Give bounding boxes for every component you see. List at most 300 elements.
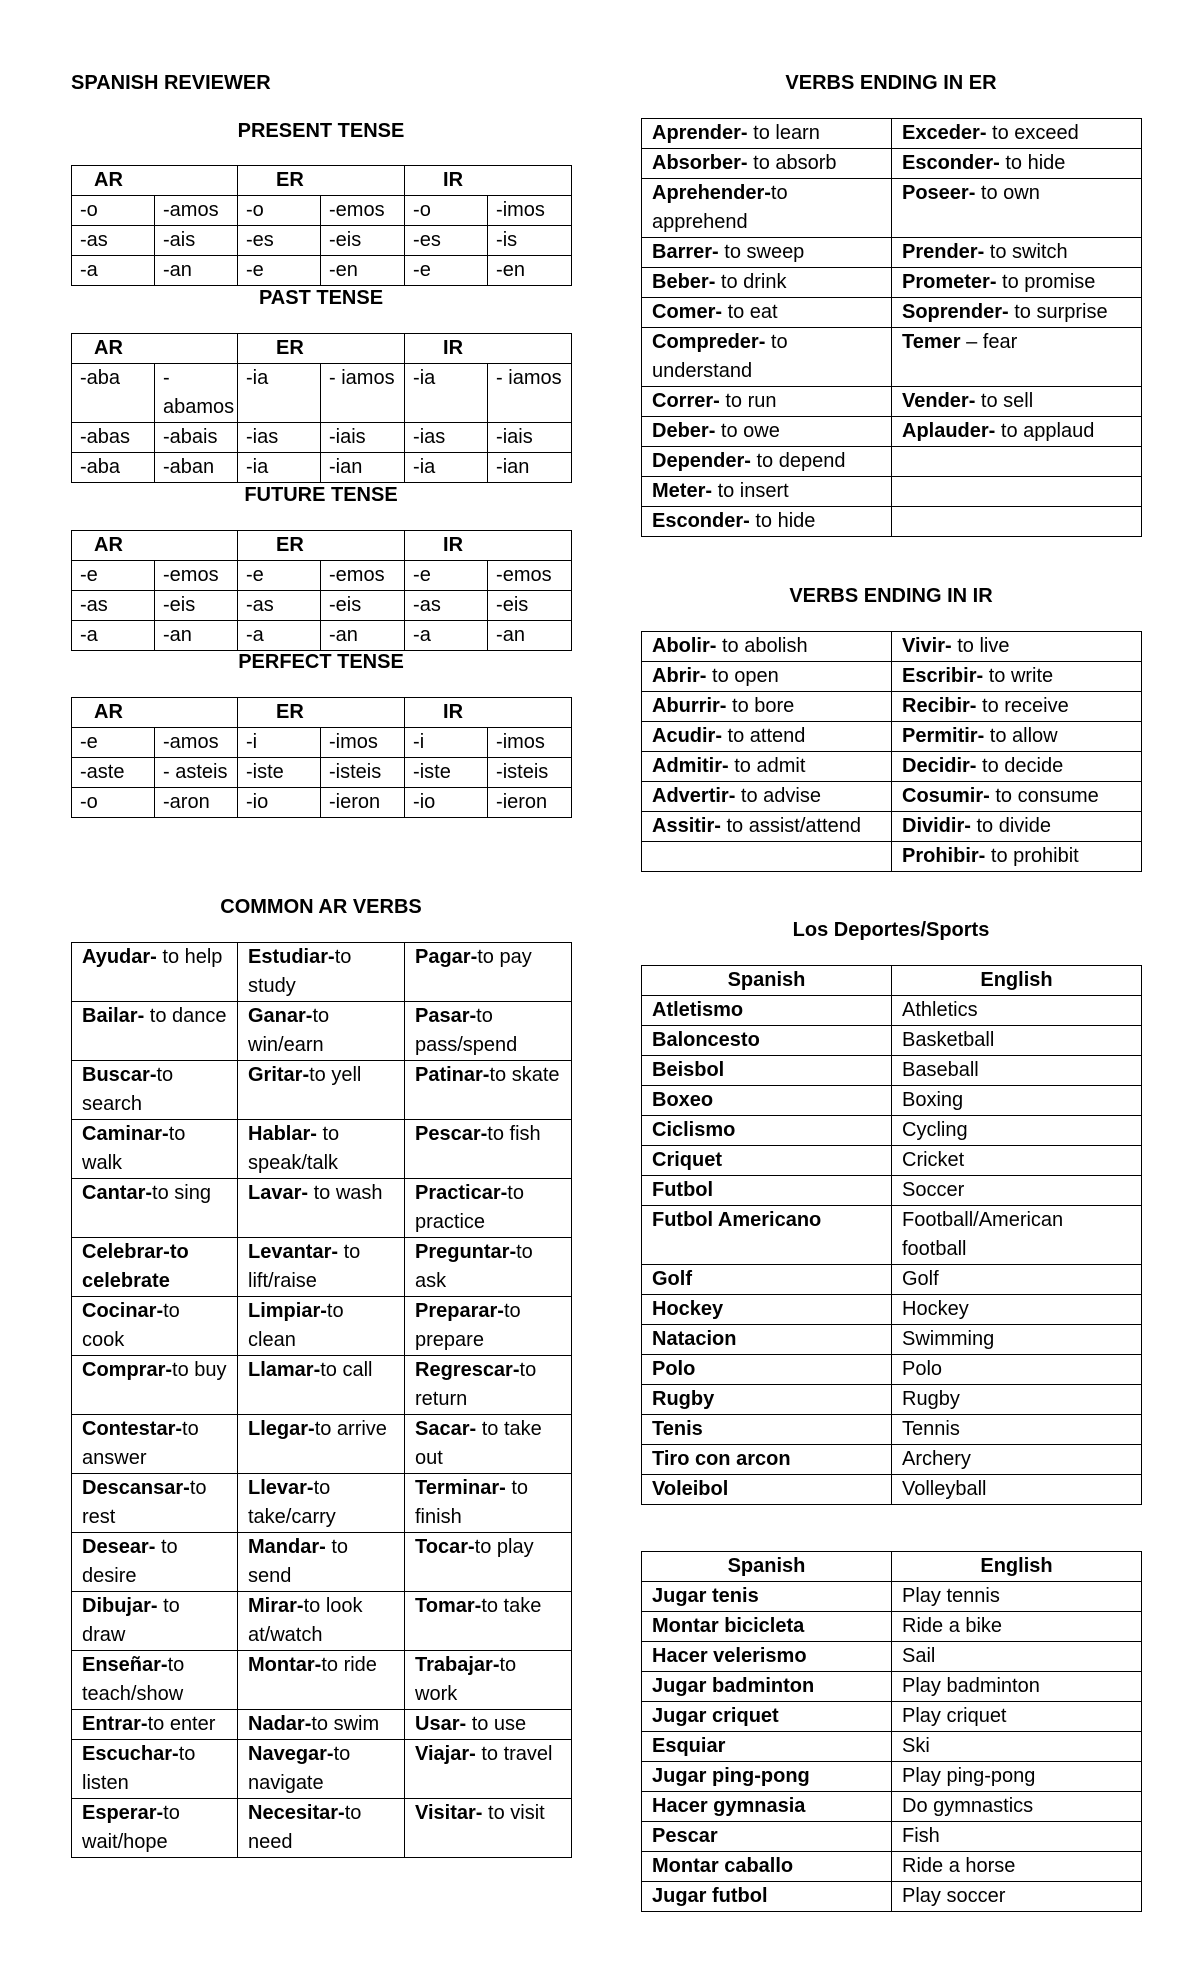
sports-row xyxy=(642,1475,1142,1505)
verb-meaning: to run xyxy=(719,390,777,412)
verb-cell xyxy=(405,1799,572,1858)
spanish-term-text: Tiro con arcon xyxy=(652,1448,791,1470)
verb-meaning: to travel xyxy=(475,1743,553,1765)
verb-row xyxy=(642,692,1142,722)
english-term: Tennis xyxy=(892,1415,1142,1445)
verb-row xyxy=(642,447,1142,477)
english-term: Soccer xyxy=(892,1176,1142,1206)
verb-word: Sacar- xyxy=(415,1418,477,1440)
verb-cell xyxy=(72,1799,238,1858)
verb-cell xyxy=(238,1533,405,1592)
sports-header-row xyxy=(642,1552,1142,1582)
tense-row xyxy=(72,423,572,453)
verb-meaning: to divide xyxy=(970,815,1051,837)
verb-word: Aprehender- xyxy=(652,182,771,204)
verb-cell xyxy=(892,119,1142,149)
verb-meaning: to understand xyxy=(652,331,788,382)
tense-ending-cell: -an xyxy=(155,256,238,286)
verb-word: Prender- xyxy=(902,241,985,263)
sports-row xyxy=(642,1672,1142,1702)
tense-ending-cell: -a xyxy=(238,621,321,651)
verb-word: Lavar- xyxy=(248,1182,309,1204)
verb-cell xyxy=(892,238,1142,268)
english-term: Ski xyxy=(892,1732,1142,1762)
tense-header-cell: IR xyxy=(405,531,572,561)
tense-ending-cell: -amos xyxy=(155,728,238,758)
verb-cell xyxy=(238,1356,405,1415)
spanish-term xyxy=(642,1852,892,1882)
spanish-term-text: Rugby xyxy=(652,1388,715,1410)
verb-row xyxy=(72,943,572,1002)
verb-cell xyxy=(642,417,892,447)
tense-ending-cell: -ias xyxy=(405,423,488,453)
verb-meaning: to applaud xyxy=(995,420,1095,442)
verb-cell xyxy=(405,1740,572,1799)
tense-row xyxy=(72,226,572,256)
ir-verbs-heading: VERBS ENDING IN IR xyxy=(789,585,993,607)
spanish-term-text: Montar bicicleta xyxy=(652,1615,805,1637)
tense-ending-cell: -ias xyxy=(238,423,321,453)
verb-meaning: to sing xyxy=(152,1182,211,1204)
verb-cell xyxy=(642,387,892,417)
verb-cell xyxy=(72,1710,238,1740)
sports-row xyxy=(642,1582,1142,1612)
tense-ending-cell: -a xyxy=(72,621,155,651)
verb-word: Ganar- xyxy=(248,1005,313,1027)
verb-word: Meter- xyxy=(652,480,713,502)
sports-row xyxy=(642,1206,1142,1265)
sports-row xyxy=(642,1056,1142,1086)
verb-meaning: to use xyxy=(466,1713,527,1735)
tense-ending-cell: -is xyxy=(488,226,572,256)
verb-word: Visitar- xyxy=(415,1802,483,1824)
verb-cell xyxy=(892,298,1142,328)
verb-word: Caminar- xyxy=(82,1123,169,1145)
tense-ending-cell: -aron xyxy=(155,788,238,818)
tense-header-cell: AR xyxy=(72,166,238,196)
verb-word: Mirar- xyxy=(248,1595,304,1617)
verb-meaning: to lift/raise xyxy=(248,1241,361,1292)
sports-row xyxy=(642,996,1142,1026)
verb-row xyxy=(72,1179,572,1238)
spanish-term xyxy=(642,1672,892,1702)
tense-row xyxy=(72,728,572,758)
verb-row xyxy=(642,662,1142,692)
tense-ending-cell: -emos xyxy=(321,561,405,591)
tense-header-cell: ER xyxy=(238,334,405,364)
spanish-term-text: Boxeo xyxy=(652,1089,714,1111)
tense-row xyxy=(72,561,572,591)
tense-ending-cell: -o xyxy=(238,196,321,226)
tense-ending-cell: -ia xyxy=(238,453,321,483)
spanish-term xyxy=(642,996,892,1026)
spanish-term-text: Jugar futbol xyxy=(652,1885,768,1907)
verb-meaning: to speak/talk xyxy=(248,1123,340,1174)
verb-meaning: to attend xyxy=(722,725,806,747)
verb-word: Estudiar- xyxy=(248,946,335,968)
verb-cell xyxy=(642,119,892,149)
spanish-term-text: Jugar criquet xyxy=(652,1705,779,1727)
verb-row xyxy=(642,328,1142,387)
tense-ending-cell: -aban xyxy=(155,453,238,483)
verb-cell xyxy=(405,1710,572,1740)
tense-header-cell: AR xyxy=(72,334,238,364)
tense-ending-cell: -i xyxy=(238,728,321,758)
verb-cell xyxy=(405,1356,572,1415)
verb-cell xyxy=(642,842,892,872)
tense-ending-cell: -iais xyxy=(488,423,572,453)
column-header: English xyxy=(892,1552,1142,1582)
spanish-term-text: Beisbol xyxy=(652,1059,725,1081)
verb-meaning: to abolish xyxy=(716,635,808,657)
verb-cell xyxy=(892,632,1142,662)
verb-word: Nadar- xyxy=(248,1713,312,1735)
verb-meaning: to cook xyxy=(82,1300,180,1351)
column-header: Spanish xyxy=(642,966,892,996)
tense-header-cell: IR xyxy=(405,698,572,728)
column-header: Spanish xyxy=(642,1552,892,1582)
verb-row xyxy=(72,1474,572,1533)
sports-row xyxy=(642,1612,1142,1642)
spanish-term-text: Jugar tenis xyxy=(652,1585,759,1607)
verb-word: Beber- xyxy=(652,271,716,293)
verb-row xyxy=(72,1533,572,1592)
sports-row xyxy=(642,1445,1142,1475)
verb-word: Abolir- xyxy=(652,635,717,657)
verb-meaning: to finish xyxy=(415,1477,529,1528)
tense-ending-cell: -imos xyxy=(488,196,572,226)
verb-meaning: to live xyxy=(951,635,1010,657)
verb-meaning: to consume xyxy=(989,785,1099,807)
verb-word: Prometer- xyxy=(902,271,997,293)
tense-header-cell: AR xyxy=(72,698,238,728)
verb-row xyxy=(642,632,1142,662)
present-tense-heading: PRESENT TENSE xyxy=(237,120,405,142)
verb-word: Hablar- xyxy=(248,1123,317,1145)
tense-ending-cell: -ian xyxy=(321,453,405,483)
verb-meaning: to rest xyxy=(82,1477,207,1528)
verb-cell xyxy=(642,238,892,268)
verb-cell xyxy=(892,662,1142,692)
tense-header-row xyxy=(72,166,572,196)
english-term: Play badminton xyxy=(892,1672,1142,1702)
tense-ending-cell: -ieron xyxy=(321,788,405,818)
verb-word: Assitir- xyxy=(652,815,721,837)
verb-meaning: to play xyxy=(474,1536,534,1558)
spanish-term xyxy=(642,1445,892,1475)
tense-header-cell: IR xyxy=(405,166,572,196)
verb-cell xyxy=(405,1238,572,1297)
verb-row xyxy=(642,722,1142,752)
verb-meaning: to prohibit xyxy=(985,845,1079,867)
verb-word: Pagar- xyxy=(415,946,478,968)
verb-meaning: to study xyxy=(248,946,352,997)
verb-meaning: to drink xyxy=(715,271,787,293)
verb-cell xyxy=(892,722,1142,752)
verb-cell xyxy=(892,387,1142,417)
spanish-term-text: Esquiar xyxy=(652,1735,726,1757)
verb-word: Levantar- xyxy=(248,1241,339,1263)
verb-cell xyxy=(642,298,892,328)
verb-cell xyxy=(892,782,1142,812)
verb-row xyxy=(72,1356,572,1415)
tense-ending-cell: -eis xyxy=(321,591,405,621)
verb-cell xyxy=(238,1651,405,1710)
tense-ending-cell: -aste xyxy=(72,758,155,788)
tense-ending-cell: -an xyxy=(488,621,572,651)
spanish-term-text: Criquet xyxy=(652,1149,722,1171)
tense-ending-cell: -es xyxy=(405,226,488,256)
verb-word: Pasar- xyxy=(415,1005,477,1027)
verb-cell xyxy=(642,477,892,507)
verb-meaning: to buy xyxy=(172,1359,227,1381)
verb-meaning: – fear xyxy=(960,331,1018,353)
verb-meaning: to take xyxy=(481,1595,542,1617)
tense-ending-cell: -o xyxy=(405,196,488,226)
spanish-term xyxy=(642,1056,892,1086)
sports-row xyxy=(642,1265,1142,1295)
tense-ending-cell: -e xyxy=(238,561,321,591)
verb-word: Cantar- xyxy=(82,1182,153,1204)
verb-word: Escribir- xyxy=(902,665,984,687)
sports-row xyxy=(642,1385,1142,1415)
tense-row xyxy=(72,621,572,651)
verb-word: Desear- xyxy=(82,1536,156,1558)
verb-cell xyxy=(238,1179,405,1238)
verb-meaning: to desire xyxy=(82,1536,178,1587)
verb-word: Soprender- xyxy=(902,301,1009,323)
verb-word: Navegar- xyxy=(248,1743,334,1765)
sports-row xyxy=(642,1146,1142,1176)
perfect-tense-heading: PERFECT TENSE xyxy=(238,651,404,673)
verb-meaning: to pay xyxy=(477,946,532,968)
verb-meaning: to visit xyxy=(482,1802,545,1824)
tense-header-cell: ER xyxy=(238,166,405,196)
verb-cell xyxy=(238,943,405,1002)
sports-header-row xyxy=(642,966,1142,996)
verb-row xyxy=(642,812,1142,842)
verb-word: Necesitar- xyxy=(248,1802,345,1824)
tense-ending-cell: -e xyxy=(238,256,321,286)
tense-ending-cell: -isteis xyxy=(321,758,405,788)
spanish-term xyxy=(642,1642,892,1672)
tense-ending-cell: -i xyxy=(405,728,488,758)
verb-meaning: to surprise xyxy=(1008,301,1108,323)
verb-cell xyxy=(405,1297,572,1356)
verb-word: Buscar- xyxy=(82,1064,157,1086)
verb-meaning: to owe xyxy=(715,420,780,442)
verb-row xyxy=(72,1120,572,1179)
verb-word: Montar- xyxy=(248,1654,322,1676)
spanish-term xyxy=(642,1116,892,1146)
tense-header-row xyxy=(72,531,572,561)
spanish-term xyxy=(642,1475,892,1505)
verb-word: Patinar- xyxy=(415,1064,490,1086)
verb-word: Exceder- xyxy=(902,122,987,144)
sports-row xyxy=(642,1642,1142,1672)
verb-word: Admitir- xyxy=(652,755,729,777)
verb-word: Llamar- xyxy=(248,1359,321,1381)
sports-row xyxy=(642,1415,1142,1445)
verb-row xyxy=(72,1651,572,1710)
verb-meaning: to ride xyxy=(321,1654,377,1676)
verb-cell xyxy=(405,1592,572,1651)
tense-header-cell: AR xyxy=(72,531,238,561)
verb-word: Vender- xyxy=(902,390,976,412)
verb-word: Abrir- xyxy=(652,665,707,687)
tense-ending-cell: -an xyxy=(155,621,238,651)
past-tense-heading: PAST TENSE xyxy=(258,287,384,309)
verb-meaning: to depend xyxy=(750,450,846,472)
verb-cell xyxy=(405,943,572,1002)
er-verbs-table xyxy=(641,118,1142,537)
verb-word: Decidir- xyxy=(902,755,977,777)
sports-row xyxy=(642,1325,1142,1355)
spanish-term xyxy=(642,1295,892,1325)
verb-meaning: to navigate xyxy=(248,1743,351,1794)
verb-row xyxy=(72,1592,572,1651)
verb-cell xyxy=(238,1474,405,1533)
spanish-term-text: Natacion xyxy=(652,1328,737,1350)
verb-word: Aprender- xyxy=(652,122,748,144)
verb-meaning: to call xyxy=(320,1359,373,1381)
verb-cell xyxy=(72,1002,238,1061)
verb-word: Enseñar- xyxy=(82,1654,168,1676)
tense-ending-cell: -ia xyxy=(238,364,321,423)
verb-cell xyxy=(892,328,1142,387)
verb-word: Entrar- xyxy=(82,1713,148,1735)
tense-ending-cell: - iamos xyxy=(321,364,405,423)
verb-word: Cocinar- xyxy=(82,1300,164,1322)
english-term: Ride a horse xyxy=(892,1852,1142,1882)
tense-ending-cell: -as xyxy=(72,226,155,256)
tense-ending-cell: -o xyxy=(72,788,155,818)
verb-cell xyxy=(238,1415,405,1474)
verb-meaning: to decide xyxy=(976,755,1064,777)
future-tense-heading: FUTURE TENSE xyxy=(244,484,398,506)
tense-ending-cell: -as xyxy=(405,591,488,621)
verb-row xyxy=(642,477,1142,507)
tense-ending-cell: -e xyxy=(405,561,488,591)
spanish-term xyxy=(642,1385,892,1415)
verb-row xyxy=(642,298,1142,328)
tense-ending-cell: -as xyxy=(72,591,155,621)
verb-meaning: to clean xyxy=(248,1300,344,1351)
sports-row xyxy=(642,1732,1142,1762)
verb-cell xyxy=(72,1120,238,1179)
tense-ending-cell: -as xyxy=(238,591,321,621)
tense-ending-cell: -abais xyxy=(155,423,238,453)
verb-row xyxy=(642,119,1142,149)
verb-meaning: to exceed xyxy=(986,122,1079,144)
spanish-term-text: Voleibol xyxy=(652,1478,729,1500)
verb-word: Esconder- xyxy=(902,152,1000,174)
verb-meaning: to hide xyxy=(749,510,816,532)
verb-word: Permitir- xyxy=(902,725,985,747)
verb-word: Vivir- xyxy=(902,635,952,657)
tense-ending-cell: -isteis xyxy=(488,758,572,788)
spanish-term xyxy=(642,1026,892,1056)
english-term: Ride a bike xyxy=(892,1612,1142,1642)
tense-ending-cell: -iais xyxy=(321,423,405,453)
verb-cell xyxy=(72,1356,238,1415)
verb-word: Recibir- xyxy=(902,695,977,717)
tense-ending-cell: -es xyxy=(238,226,321,256)
tense-ending-cell: -emos xyxy=(321,196,405,226)
verb-word: Llevar- xyxy=(248,1477,314,1499)
spanish-term xyxy=(642,1176,892,1206)
spanish-term-text: Tenis xyxy=(652,1418,703,1440)
verb-word: Cosumir- xyxy=(902,785,990,807)
tense-header-cell: ER xyxy=(238,698,405,728)
tense-ending-cell: -ia xyxy=(405,453,488,483)
tense-ending-cell: -en xyxy=(488,256,572,286)
verb-word: Descansar- xyxy=(82,1477,190,1499)
english-term: Archery xyxy=(892,1445,1142,1475)
verb-word: Poseer- xyxy=(902,182,976,204)
verb-cell xyxy=(238,1061,405,1120)
spanish-term xyxy=(642,1355,892,1385)
english-term: Golf xyxy=(892,1265,1142,1295)
ar-verbs-table xyxy=(71,942,572,1858)
spanish-term xyxy=(642,1146,892,1176)
tense-row xyxy=(72,591,572,621)
tense-ending-cell: -e xyxy=(72,561,155,591)
verb-meaning: to search xyxy=(82,1064,174,1115)
er-verbs-heading: VERBS ENDING IN ER xyxy=(785,72,997,94)
verb-row xyxy=(72,1710,572,1740)
english-term: Baseball xyxy=(892,1056,1142,1086)
verb-meaning: to wash xyxy=(308,1182,383,1204)
tense-ending-cell: -a xyxy=(405,621,488,651)
verb-cell xyxy=(72,1415,238,1474)
verb-cell xyxy=(642,752,892,782)
verb-meaning: to draw xyxy=(82,1595,180,1646)
tense-ending-cell: -eis xyxy=(321,226,405,256)
verb-cell xyxy=(892,752,1142,782)
tense-ending-cell: -amos xyxy=(155,196,238,226)
verb-cell xyxy=(892,417,1142,447)
sports-row xyxy=(642,1792,1142,1822)
verb-row xyxy=(642,507,1142,537)
verb-meaning: to prepare xyxy=(415,1300,521,1351)
spanish-term xyxy=(642,1882,892,1912)
verb-word: Temer xyxy=(902,331,961,353)
verb-word: Preguntar- xyxy=(415,1241,517,1263)
tense-ending-cell: - abamos xyxy=(155,364,238,423)
verb-cell xyxy=(238,1238,405,1297)
verb-meaning: to send xyxy=(248,1536,349,1587)
verb-meaning: to insert xyxy=(712,480,789,502)
verb-row xyxy=(72,1415,572,1474)
verb-meaning: to need xyxy=(248,1802,362,1853)
spanish-term xyxy=(642,1732,892,1762)
tense-row xyxy=(72,196,572,226)
verb-word: Llegar- xyxy=(248,1418,315,1440)
verb-meaning: to receive xyxy=(976,695,1069,717)
verb-meaning: to eat xyxy=(722,301,778,323)
verb-meaning: to enter xyxy=(147,1713,216,1735)
sports-row xyxy=(642,1852,1142,1882)
document-title: SPANISH REVIEWER xyxy=(71,72,271,94)
spanish-term-text: Jugar badminton xyxy=(652,1675,815,1697)
verb-cell xyxy=(238,1002,405,1061)
verb-word: Terminar- xyxy=(415,1477,506,1499)
verb-meaning: to bore xyxy=(726,695,795,717)
spanish-term-text: Golf xyxy=(652,1268,692,1290)
sports-heading: Los Deportes/Sports xyxy=(792,919,990,941)
tense-ending-cell: -eis xyxy=(155,591,238,621)
